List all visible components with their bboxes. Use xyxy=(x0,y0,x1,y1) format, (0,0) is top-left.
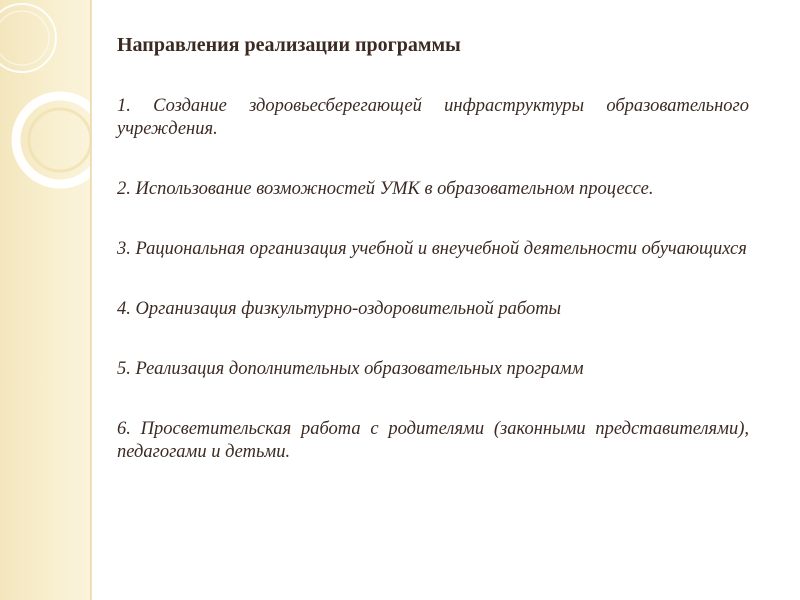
list-item: 5. Реализация дополнительных образовательных программ xyxy=(117,359,584,379)
list-item: 1. Создание здоровьесберегающей инфраструктуры образовательного учреждения. xyxy=(117,96,749,139)
decorative-rings-icon xyxy=(0,0,92,600)
list-item: 3. Рациональная организация учебной и внеучебной деятельности обучающихся xyxy=(117,239,747,259)
list-item: 2. Использование возможностей УМК в образовательном процессе. xyxy=(117,179,654,199)
decorative-side-panel xyxy=(0,0,92,600)
slide-content xyxy=(117,32,749,501)
slide-title: Направления реализации программы xyxy=(117,34,461,56)
list-item: 6. Просветительская работа с родителями (законными представителями), педагогами и детьми. xyxy=(117,419,749,462)
side-panel-edge xyxy=(90,0,92,600)
list-item: 4. Организация физкультурно-оздоровительной работы xyxy=(117,299,562,319)
